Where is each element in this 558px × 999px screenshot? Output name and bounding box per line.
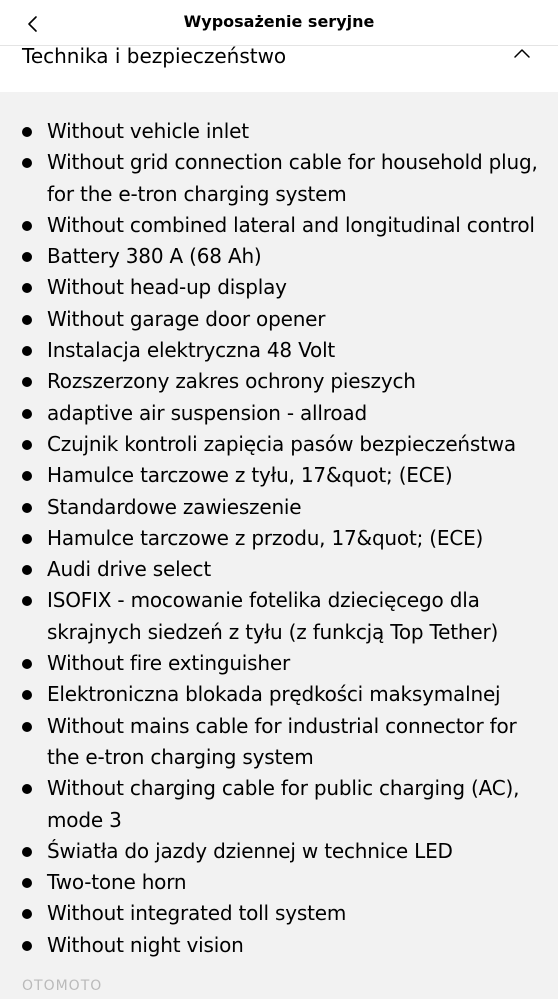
list-item-text: Standardowe zawieszenie: [47, 494, 302, 519]
feature-list: [0, 116, 558, 961]
bullet-icon: [22, 283, 32, 293]
list-item: [0, 398, 558, 429]
list-item: [0, 711, 558, 774]
list-item: [0, 523, 558, 554]
list-item-text: ISOFIX - mocowanie fotelika dziecięcego dla skrajnych siedzeń z tyłu (z funkcją Top Tether): [47, 588, 499, 644]
list-item: [0, 304, 558, 335]
list-item: [0, 492, 558, 523]
list-item-text: Without combined lateral and longitudinal control: [47, 212, 535, 237]
list-item: [0, 272, 558, 303]
list-item-text: Battery 380 A (68 Ah): [47, 244, 262, 269]
bullet-icon: [22, 941, 32, 951]
list-item-text: Without garage door opener: [47, 306, 326, 331]
list-item-text: Two-tone horn: [47, 870, 187, 895]
list-item-text: Czujnik kontroli zapięcia pasów bezpieczeństwa: [47, 431, 516, 456]
page-title: Wyposażenie seryjne: [183, 12, 375, 31]
list-item: [0, 460, 558, 491]
list-item-text: Without grid connection cable for household plug, for the e-tron charging system: [47, 150, 538, 206]
list-item-text: Światła do jazdy dziennej w technice LED: [47, 838, 453, 863]
list-item-text: Without charging cable for public charging (AC), mode 3: [47, 776, 520, 832]
bullet-icon: [22, 909, 32, 919]
list-item: [0, 116, 558, 147]
list-item-text: Without integrated toll system: [47, 901, 347, 926]
list-item-text: Without fire extinguisher: [47, 651, 290, 676]
section-toggle[interactable]: [0, 46, 558, 92]
list-item-text: Hamulce tarczowe z tyłu, 17&quot; (ECE): [47, 463, 453, 488]
bullet-icon: [22, 377, 32, 387]
list-item: [0, 335, 558, 366]
top-bar: [0, 0, 558, 46]
bullet-icon: [22, 471, 32, 481]
list-item-text: Rozszerzony zakres ochrony pieszych: [47, 369, 416, 394]
bullet-icon: [22, 784, 32, 794]
bullet-icon: [22, 534, 32, 544]
list-item: [0, 679, 558, 710]
list-item: [0, 366, 558, 397]
list-item: [0, 773, 558, 836]
bullet-icon: [22, 346, 32, 356]
bullet-icon: [22, 847, 32, 857]
list-item-text: adaptive air suspension - allroad: [47, 400, 367, 425]
bullet-icon: [22, 409, 32, 419]
bullet-icon: [22, 690, 32, 700]
chevron-up-icon[interactable]: [512, 44, 532, 64]
list-item: [0, 241, 558, 272]
list-item-text: Without mains cable for industrial connector for the e-tron charging system: [47, 713, 517, 769]
bullet-icon: [22, 659, 32, 669]
list-item-text: Hamulce tarczowe z przodu, 17&quot; (ECE): [47, 525, 484, 550]
list-item-text: Without vehicle inlet: [47, 119, 249, 143]
bullet-icon: [22, 221, 32, 231]
list-item: [0, 867, 558, 898]
watermark: OTOMOTO: [22, 978, 103, 994]
bullet-icon: [22, 127, 32, 137]
bullet-icon: [22, 596, 32, 606]
bullet-icon: [22, 722, 32, 732]
list-item-text: Elektroniczna blokada prędkości maksymalnej: [47, 682, 501, 707]
list-item-text: Instalacja elektryczna 48 Volt: [47, 338, 336, 363]
list-item: [0, 585, 558, 648]
list-item: [0, 147, 558, 210]
list-item-text: Without night vision: [47, 932, 244, 957]
bullet-icon: [22, 440, 32, 450]
list-item: [0, 836, 558, 867]
bullet-icon: [22, 315, 32, 325]
bullet-icon: [22, 158, 32, 168]
list-item: [0, 930, 558, 961]
bullet-icon: [22, 503, 32, 513]
bullet-icon: [22, 565, 32, 575]
list-item-text: Audi drive select: [47, 557, 211, 582]
list-item-text: Without head-up display: [47, 275, 287, 300]
list-item: [0, 210, 558, 241]
section-title: Technika i bezpieczeństwo: [22, 44, 287, 68]
list-item: [0, 648, 558, 679]
list-item: [0, 898, 558, 929]
bullet-icon: [22, 252, 32, 262]
list-item: [0, 554, 558, 585]
bullet-icon: [22, 878, 32, 888]
list-item: [0, 429, 558, 460]
